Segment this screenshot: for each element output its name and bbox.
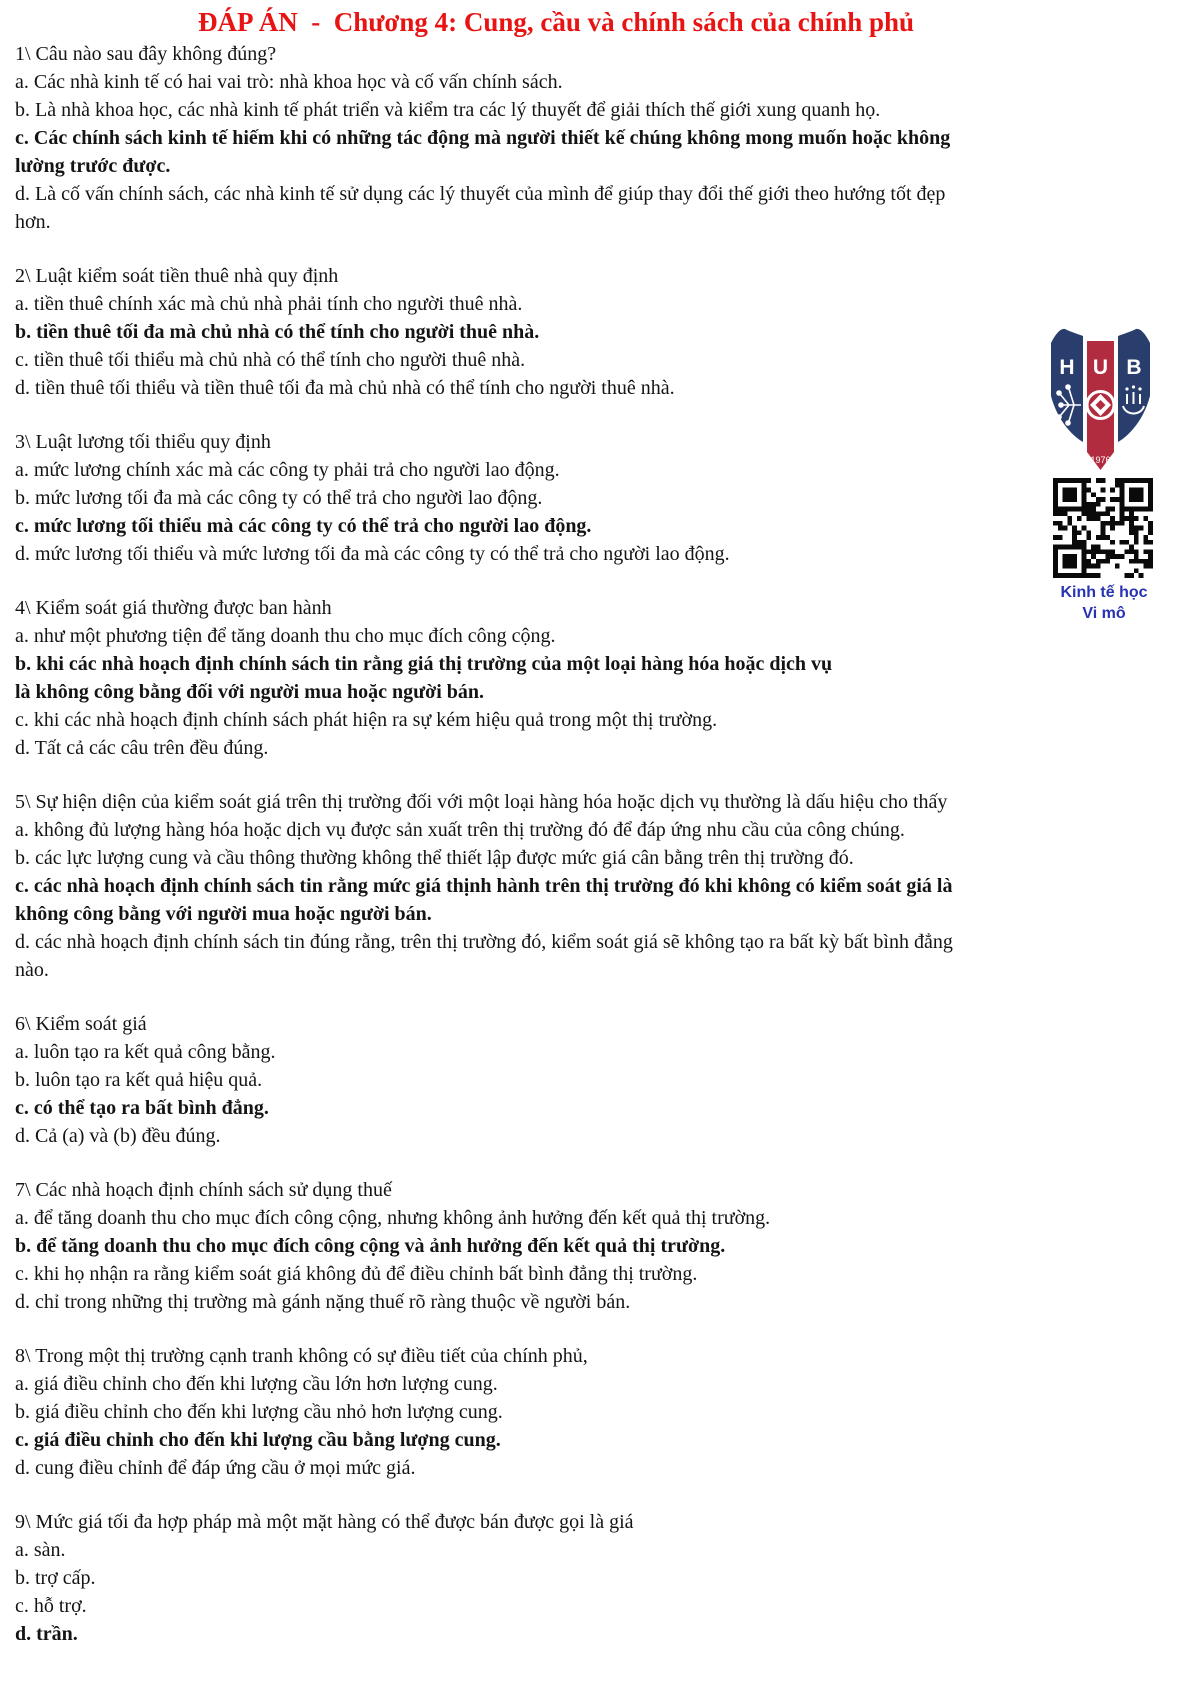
question-line: b. các lực lượng cung và cầu thông thường không thể thiết lập được mức giá cân bằng trên thị trường đó.: [15, 847, 854, 869]
question-block: [15, 40, 1175, 236]
qr-code: [1053, 478, 1153, 578]
question-line: d. mức lương tối thiểu và mức lương tối đa mà các công ty có thể trả cho người lao động.: [15, 543, 730, 565]
question-block: [15, 1010, 1175, 1150]
question-line: d. Là cố vấn chính sách, các nhà kinh tế sử dụng các lý thuyết của mình để giúp thay đổi thế giới theo hướng tốt đẹp: [15, 183, 946, 205]
question-line: nào.: [15, 959, 49, 981]
question-line: c. khi các nhà hoạch định chính sách phát hiện ra sự kém hiệu quả trong một thị trường.: [15, 709, 718, 731]
question-line: 9\ Mức giá tối đa hợp pháp mà một mặt hàng có thể được bán được gọi là giá: [15, 1511, 634, 1533]
question-line: c. khi họ nhận ra rằng kiểm soát giá không đủ để điều chỉnh bất bình đẳng thị trường.: [15, 1263, 698, 1285]
answer-line-correct: b. khi các nhà hoạch định chính sách tin rằng giá thị trường của một loại hàng hóa hoặc dịch vụ: [15, 653, 833, 675]
question-block: [15, 594, 1175, 762]
question-block: [15, 1508, 1175, 1648]
question-line: b. Là nhà khoa học, các nhà kinh tế phát triển và kiểm tra các lý thuyết để giải thích thế giới xung quanh họ.: [15, 99, 881, 121]
question-line: a. như một phương tiện để tăng doanh thu cho mục đích công cộng.: [15, 625, 556, 647]
qr-caption-line2: Vi mô: [1082, 605, 1126, 622]
hub-university-logo: [1051, 326, 1150, 472]
answer-line-correct: lường trước được.: [15, 155, 171, 177]
question-line: a. không đủ lượng hàng hóa hoặc dịch vụ được sản xuất trên thị trường đó để đáp ứng nhu cầu của công chúng.: [15, 819, 905, 841]
shield-icon: [1051, 326, 1150, 472]
answer-line-correct: c. có thể tạo ra bất bình đẳng.: [15, 1097, 269, 1119]
question-line: 7\ Các nhà hoạch định chính sách sử dụng thuế: [15, 1179, 392, 1201]
question-line: a. Các nhà kinh tế có hai vai trò: nhà khoa học và cố vấn chính sách.: [15, 71, 563, 93]
question-block: [15, 1176, 1175, 1316]
logo-letter-u: U: [1092, 356, 1109, 379]
question-line: 2\ Luật kiểm soát tiền thuê nhà quy định: [15, 265, 339, 287]
question-line: c. hỗ trợ.: [15, 1595, 87, 1617]
question-line: d. cung điều chỉnh để đáp ứng cầu ở mọi mức giá.: [15, 1457, 416, 1479]
question-line: a. sàn.: [15, 1539, 66, 1561]
question-line: a. tiền thuê chính xác mà chủ nhà phải tính cho người thuê nhà.: [15, 293, 523, 315]
question-line: b. luôn tạo ra kết quả hiệu quả.: [15, 1069, 263, 1091]
qr-caption-line1: Kinh tế học: [1060, 584, 1148, 601]
question-line: c. tiền thuê tối thiểu mà chủ nhà có thể tính cho người thuê nhà.: [15, 349, 526, 371]
answer-line-correct: c. giá điều chỉnh cho đến khi lượng cầu bằng lượng cung.: [15, 1429, 501, 1451]
question-line: 3\ Luật lương tối thiểu quy định: [15, 431, 271, 453]
logo-letter-h: H: [1059, 356, 1075, 379]
answer-line-correct: b. tiền thuê tối đa mà chủ nhà có thể tính cho người thuê nhà.: [15, 321, 540, 343]
logo-year: 1976: [1090, 455, 1111, 465]
qr-caption: [1040, 582, 1168, 624]
question-block: [15, 1342, 1175, 1482]
question-block: [15, 262, 1175, 402]
answer-line-correct: b. để tăng doanh thu cho mục đích công cộng và ảnh hưởng đến kết quả thị trường.: [15, 1235, 726, 1257]
answer-line-correct: không công bằng với người mua hoặc người bán.: [15, 903, 432, 925]
question-line: a. luôn tạo ra kết quả công bằng.: [15, 1041, 276, 1063]
logo-letter-b: B: [1126, 356, 1142, 379]
question-line: hơn.: [15, 211, 51, 233]
question-line: 5\ Sự hiện diện của kiểm soát giá trên thị trường đối với một loại hàng hóa hoặc dịch vụ thường là dấu hiệu cho thấy: [15, 791, 948, 813]
question-block: [15, 788, 1175, 984]
question-line: 1\ Câu nào sau đây không đúng?: [15, 43, 277, 65]
answer-line-correct: là không công bằng đối với người mua hoặc người bán.: [15, 681, 485, 703]
question-line: 6\ Kiểm soát giá: [15, 1013, 147, 1035]
qr-code-icon: [1053, 478, 1153, 578]
question-line: a. để tăng doanh thu cho mục đích công cộng, nhưng không ảnh hưởng đến kết quả thị trường.: [15, 1207, 771, 1229]
question-line: d. Cả (a) và (b) đều đúng.: [15, 1125, 221, 1147]
question-line: a. giá điều chỉnh cho đến khi lượng cầu lớn hơn lượng cung.: [15, 1373, 498, 1395]
questions-container: [15, 40, 1175, 1674]
question-line: d. chỉ trong những thị trường mà gánh nặng thuế rõ ràng thuộc về người bán.: [15, 1291, 631, 1313]
answer-line-correct: c. mức lương tối thiểu mà các công ty có thể trả cho người lao động.: [15, 515, 592, 537]
question-line: 4\ Kiểm soát giá thường được ban hành: [15, 597, 332, 619]
answer-line-correct: d. trần.: [15, 1623, 78, 1645]
question-line: b. mức lương tối đa mà các công ty có thể trả cho người lao động.: [15, 487, 543, 509]
question-line: a. mức lương chính xác mà các công ty phải trả cho người lao động.: [15, 459, 560, 481]
page-title: ĐÁP ÁN - Chương 4: Cung, cầu và chính sách của chính phủ: [197, 7, 915, 37]
question-line: d. tiền thuê tối thiểu và tiền thuê tối đa mà chủ nhà có thể tính cho người thuê nhà.: [15, 377, 675, 399]
question-block: [15, 428, 1175, 568]
question-line: d. Tất cả các câu trên đều đúng.: [15, 737, 269, 759]
question-line: b. giá điều chỉnh cho đến khi lượng cầu nhỏ hơn lượng cung.: [15, 1401, 503, 1423]
answer-line-correct: c. Các chính sách kinh tế hiếm khi có những tác động mà người thiết kế chúng không mong muốn hoặc không: [15, 127, 951, 149]
question-line: d. các nhà hoạch định chính sách tin đúng rằng, trên thị trường đó, kiểm soát giá sẽ không tạo ra bất kỳ bất bình đẳng: [15, 931, 953, 953]
question-line: 8\ Trong một thị trường cạnh tranh không có sự điều tiết của chính phủ,: [15, 1345, 588, 1367]
question-line: b. trợ cấp.: [15, 1567, 96, 1589]
answer-line-correct: c. các nhà hoạch định chính sách tin rằng mức giá thịnh hành trên thị trường đó khi không có kiểm soát giá là: [15, 875, 953, 897]
